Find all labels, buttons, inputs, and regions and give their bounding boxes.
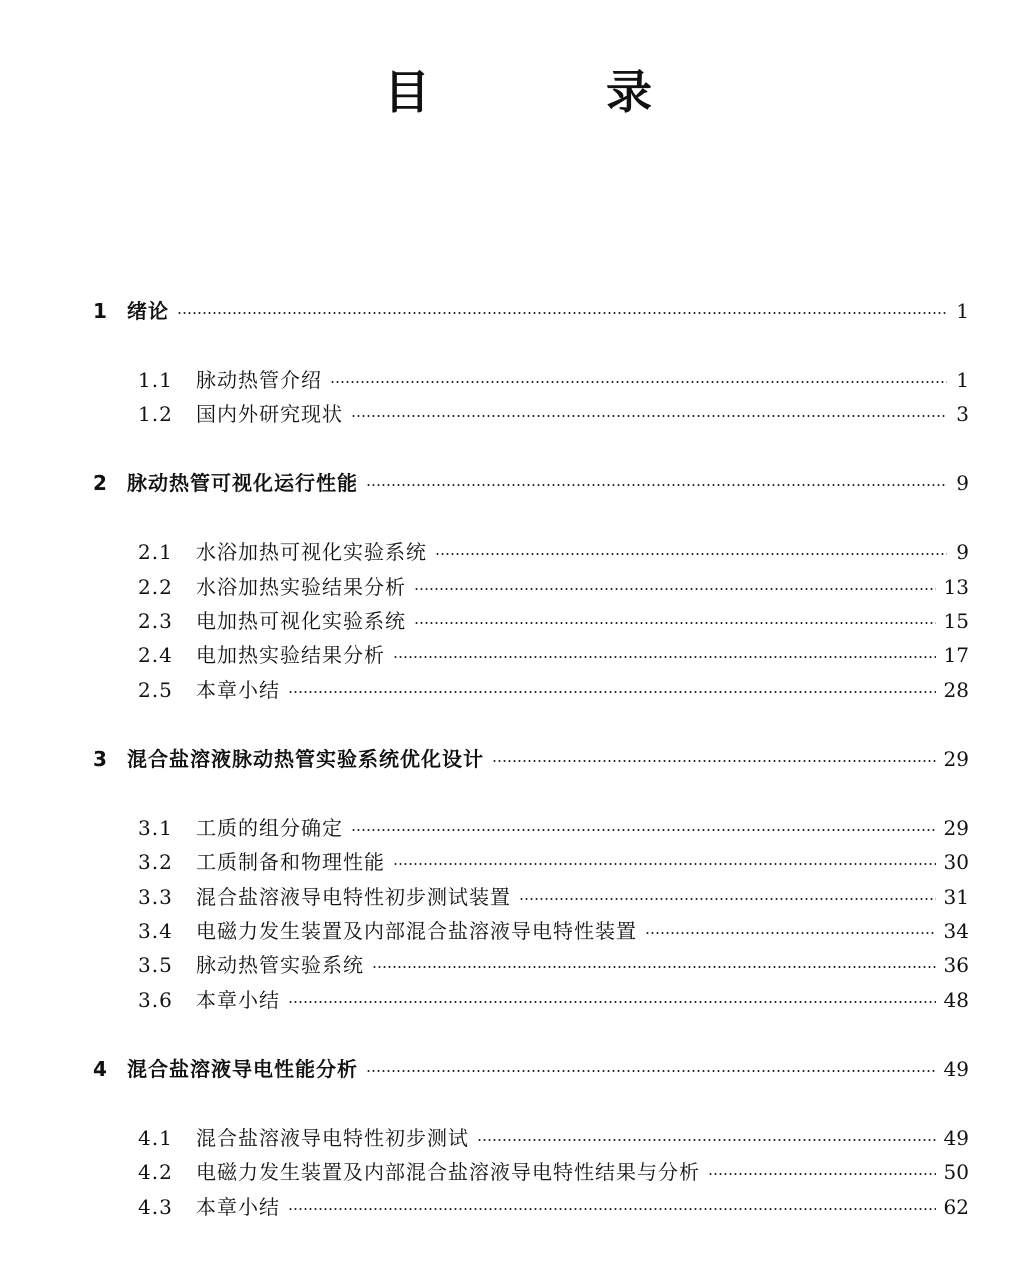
entry-number: 3.5 [138,953,173,977]
entry-page-number: 29 [943,747,969,771]
entry-page-number: 30 [943,850,969,874]
entry-number: 3.2 [138,850,173,874]
entry-page-number: 49 [943,1126,969,1150]
dot-leader [393,863,936,865]
toc-chapter-1[interactable] [93,296,969,326]
entry-number: 3.3 [138,885,173,909]
entry-number: 4.3 [138,1195,173,1219]
entry-number: 1.1 [138,368,173,392]
dot-leader [288,1208,936,1210]
entry-title: 电磁力发生装置及内部混合盐溶液导电特性结果与分析 [196,1160,700,1184]
entry-title: 工质制备和物理性能 [196,850,385,874]
entry-number: 2.1 [138,540,173,564]
toc-chapter-4[interactable] [93,1054,969,1084]
toc-section-3-4[interactable] [138,916,969,946]
entry-number: 2.4 [138,643,173,667]
entry-title: 混合盐溶液导电特性初步测试装置 [196,885,511,909]
toc-section-4-1[interactable] [138,1123,969,1153]
entry-page-number: 48 [943,988,969,1012]
dot-leader [393,656,936,658]
entry-number: 4 [93,1057,107,1081]
toc-section-3-3[interactable] [138,882,969,912]
entry-page-number: 31 [943,885,969,909]
entry-title: 混合盐溶液导电性能分析 [127,1057,358,1081]
page-title: 目 录 [383,65,732,119]
entry-page-number: 36 [943,953,969,977]
toc-section-2-4[interactable] [138,640,969,670]
entry-page-number: 13 [943,575,969,599]
entry-page-number: 34 [943,919,969,943]
toc-section-4-2[interactable] [138,1157,969,1187]
entry-page-number: 49 [943,1057,969,1081]
entry-title: 水浴加热实验结果分析 [196,575,406,599]
entry-title: 本章小结 [196,1195,280,1219]
entry-title: 工质的组分确定 [196,816,343,840]
entry-title: 电加热可视化实验系统 [196,609,406,633]
entry-title: 本章小结 [196,678,280,702]
toc-chapter-2[interactable] [93,468,969,498]
toc-section-3-2[interactable] [138,847,969,877]
entry-title: 混合盐溶液脉动热管实验系统优化设计 [127,747,484,771]
dot-leader [414,622,936,624]
toc-section-4-3[interactable] [138,1192,969,1222]
toc-section-3-6[interactable] [138,985,969,1015]
dot-leader [414,588,936,590]
entry-title: 电加热实验结果分析 [196,643,385,667]
entry-number: 2.3 [138,609,173,633]
dot-leader [492,760,936,762]
entry-page-number: 1 [956,299,969,323]
entry-page-number: 50 [943,1160,969,1184]
dot-leader [435,553,947,555]
toc-section-2-1[interactable] [138,537,969,567]
entry-title: 本章小结 [196,988,280,1012]
entry-page-number: 9 [956,540,969,564]
entry-page-number: 3 [956,402,969,426]
dot-leader [288,691,936,693]
entry-page-number: 28 [943,678,969,702]
entry-page-number: 62 [943,1195,969,1219]
entry-title: 脉动热管介绍 [196,368,322,392]
entry-number: 3 [93,747,107,771]
entry-number: 4.1 [138,1126,173,1150]
dot-leader [708,1173,936,1175]
toc-section-2-5[interactable] [138,675,969,705]
entry-page-number: 1 [956,368,969,392]
dot-leader [288,1001,936,1003]
entry-page-number: 17 [943,643,969,667]
dot-leader [372,966,936,968]
entry-page-number: 15 [943,609,969,633]
toc-section-1-1[interactable] [138,365,969,395]
entry-title: 脉动热管实验系统 [196,953,364,977]
entry-title: 绪论 [127,299,169,323]
dot-leader [330,381,947,383]
entry-title: 水浴加热可视化实验系统 [196,540,427,564]
entry-number: 2 [93,471,107,495]
entry-number: 2.2 [138,575,173,599]
entry-number: 3.6 [138,988,173,1012]
entry-number: 3.4 [138,919,173,943]
dot-leader [477,1139,936,1141]
dot-leader [366,1070,936,1072]
entry-title: 混合盐溶液导电特性初步测试 [196,1126,469,1150]
entry-number: 4.2 [138,1160,173,1184]
dot-leader [177,312,947,314]
entry-title: 电磁力发生装置及内部混合盐溶液导电特性装置 [196,919,637,943]
toc-section-2-2[interactable] [138,572,969,602]
dot-leader [519,898,936,900]
entry-title: 脉动热管可视化运行性能 [127,471,358,495]
toc-section-3-5[interactable] [138,950,969,980]
toc-section-3-1[interactable] [138,813,969,843]
entry-number: 1 [93,299,107,323]
toc-chapter-3[interactable] [93,744,969,774]
entry-title: 国内外研究现状 [196,402,343,426]
entry-number: 1.2 [138,402,173,426]
toc-section-2-3[interactable] [138,606,969,636]
dot-leader [351,415,947,417]
entry-page-number: 29 [943,816,969,840]
entry-number: 3.1 [138,816,173,840]
dot-leader [351,829,936,831]
dot-leader [366,484,947,486]
entry-number: 2.5 [138,678,173,702]
entry-page-number: 9 [956,471,969,495]
toc-section-1-2[interactable] [138,399,969,429]
dot-leader [645,932,936,934]
